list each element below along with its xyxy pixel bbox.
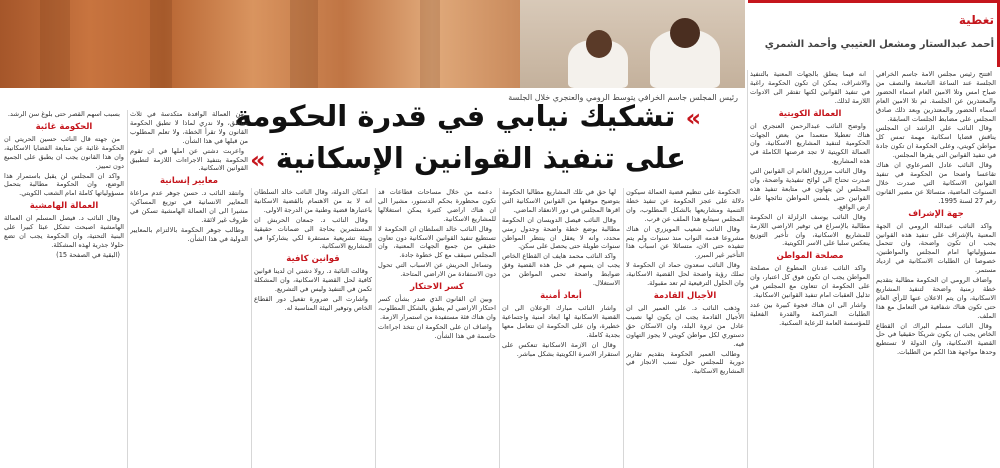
headline: [188, 96, 748, 186]
subheading: كسر الاحتكار: [410, 282, 464, 293]
headline-line-1: [188, 96, 748, 138]
article-paragraph: واكد النائب عبدالله الرومي ان الجهة المعنية بالإشراف على تنفيذ هذه القوانين يجب ان تكون واضحة، وان تتحمل مسؤولياتها امام المجلس والمواطنين، خصوصا ان الطلبات الاسكانية في ازدياد مستمر.: [876, 221, 996, 275]
article-paragraph: وقال النائب خالد السلطان ان الحكومة لا تستطيع تنفيذ القوانين الاسكانية دون تعاون حقيقي من جميع الجهات المعنية، وان المجلس سيقف مع كل خطوة جادة.: [378, 224, 496, 260]
article-paragraph: افتتح رئيس مجلس الامة جاسم الخرافي الجلسة عند الساعة التاسعة والنصف من صباح امس وتلا الامين العام اسماء الحضور والمعتذرين عن الجلسة. ثم تلا الامين العام اسماء الحضور والمعتذرين وبعد ذلك صادق المجلس على مضابط الجلسات السابقة.: [876, 70, 996, 123]
article-paragraph: بسبب اسهم القصر حتى بلوغ سن الرشد.: [7, 110, 120, 118]
article-paragraph: وقال النائب مسلم البراك ان القطاع الخاص يجب ان يكون شريكا حقيقيا في حل القضية الاسكانية، وان الدولة لا تستطيع وحدها مواجهة هذا الكم من الطلبات.: [876, 321, 996, 357]
article-column-1: [876, 70, 996, 468]
article-paragraph: وتساءل الحريش عن الاسباب التي تحول دون الاستفادة من الاراضي المتاحة.: [378, 261, 496, 279]
article-paragraph: (البقية في الصفحة 15): [56, 250, 120, 259]
column-rule: [127, 110, 128, 468]
article-paragraph: وقال ان الازمة الاسكانية تنعكس على استقرار الاسرة الكويتية بشكل مباشر.: [502, 340, 620, 358]
article-paragraph: وقال النائب مرزوق الغانم ان القوانين التي صدرت تحتاج الى لوائح تنفيذية واضحة، وان المجلس لن يتهاون في متابعة تنفيذ هذه القوانين حتى يلمس المواطن نتائجها على ارض الواقع.: [750, 167, 870, 211]
column-rule: [747, 70, 748, 468]
article-paragraph: دعمه من خلال مساحات قطاعات قد تكون محظورة بحكم الدستور، مشيرا الى ان هناك اراضي كثيرة يمكن استغلالها للمشاريع الاسكانية.: [378, 188, 496, 223]
article-paragraph: وقال النائب فيصل الدويسان ان الحكومة مطالبة بوضع خطة واضحة وجدول زمني محدد، وانه لا يعقل ان ينتظر المواطن سنوات طويلة حتى يحصل على سكن.: [502, 215, 620, 251]
article-paragraph: واوضح النائب عبدالرحمن العنجري ان هناك تعطيلا متعمدا من بعض الجهات الحكومية لتنفيذ المشاريع الاسكانية، وان العمالة الكويتية لا تجد فرصتها الكاملة في هذه المشاريع.: [750, 121, 870, 166]
article-paragraph: واكد النائب محمد هايف ان القطاع الخاص يجب ان يسهم في حل هذه القضية وفق ضوابط واضحة تحمي المواطن من الاستغلال.: [502, 252, 620, 288]
article-paragraph: وقال النائب سعدون حماد ان الحكومة لا تملك رؤية واضحة لحل القضية الاسكانية، وان الحلول الترقيعية لم تعد مقبولة.: [626, 261, 744, 288]
article-paragraph: وقال النائب شعيب المويزري ان هناك مشروعا قدمه النواب منذ سنوات ولم يتم تنفيذه حتى الان، متسائلا عن اسباب هذا التأخير غير المبرر.: [626, 224, 744, 260]
article-column-2: [750, 70, 870, 468]
article-paragraph: وقال النائب عادل الصرعاوي ان هناك تقاعسا واضحا من الحكومة في تنفيذ القوانين الاسكانية التي صدرت خلال السنوات الماضية، متسائلا عن مصير القانون رقم 27 لسنة 1995.: [876, 161, 996, 205]
article-column-7: [130, 110, 248, 468]
article-paragraph: الحكومة على تنظيم قضية العمالة سيكون دلالة على عجز الحكومة عن تنفيذ خطة التنمية ومشاريعها بالشكل المطلوب، وان المجلس سيتابع هذا الملف عن قرب.: [626, 188, 744, 223]
article-paragraph: وطالب جوهر الحكومة بالالتزام بالمعايير الدولية في هذا الشأن.: [130, 225, 248, 243]
article-paragraph: وانتقد النائب د. حسن جوهر عدم مراعاة المعايير الانسانية في توزيع المساكن، مشيرا الى ان العمالة الهامشية تسكن في ظروف غير لائقة.: [130, 189, 248, 225]
subheading: الحكومة غائبة: [35, 121, 93, 132]
article-paragraph: واضاف الرومي ان الحكومة مطالبة بتقديم خطة زمنية واضحة لتنفيذ المشاريع الاسكانية، وان يتم الاعلان عنها للرأي العام حتى تكون هناك شفافية في التعامل مع هذا الملف.: [876, 276, 996, 320]
column-rule: [623, 188, 624, 468]
article-paragraph: واعربت دشتي عن املها في ان تقوم الحكومة بتنفيذ الاجراءات اللازمة لتطبيق القوانين الاسكانية.: [130, 146, 248, 173]
subheading: العمالة الكويتية: [778, 108, 842, 119]
column-rule: [499, 188, 500, 468]
article-column-4: [502, 188, 620, 468]
column-rule: [873, 70, 874, 468]
article-column-6: [254, 188, 372, 468]
article-paragraph: واشار الى ان هناك فجوة كبيرة بين عدد الطلبات المتراكمة والقدرة الفعلية للمؤسسة العامة للرعاية السكنية.: [750, 300, 870, 327]
column-rule: [375, 188, 376, 468]
article-paragraph: وطالب العمير الحكومة بتقديم تقارير دورية للمجلس حول نسب الانجاز في المشاريع الاسكانية.: [626, 349, 744, 376]
article-paragraph: وقالت النائبة د. رولا دشتي ان لدينا قوانين كافية لحل القضية الاسكانية، وان المشكلة تكمن في التنفيذ وليس في التشريع.: [254, 267, 372, 294]
headline-text-1: تشكيك نيابي في قدرة الحكومة: [234, 99, 676, 133]
section-rubric: [748, 0, 1000, 64]
article-paragraph: وذهب النائب د. علي العمير الى ان الأجيال القادمة يجب ان يكون لها نصيب عادل من ثروة البلد، وان الاسكان حق دستوري لكل مواطن كويتي لا يجوز التهاون فيه.: [626, 303, 744, 348]
article-paragraph: واشار النائب مبارك الوعلان الى ان القضية الاسكانية لها ابعاد امنية واجتماعية خطيرة، وان على الحكومة ان تتعامل معها بجدية كاملة.: [502, 303, 620, 339]
article-paragraph: وقال النائب د. جمعان الحربش ان المستثمرين بحاجة الى ضمانات حقيقية وبيئة تشريعية مستقرة لكي يشاركوا في المشاريع الاسكانية.: [254, 215, 372, 251]
article-column-5: [378, 188, 496, 468]
subheading: قوانين كافية: [286, 254, 340, 265]
article-column-3: [626, 188, 744, 468]
article-paragraph: واكد النائب عدنان المطوع ان مصلحة المواطن يجب ان تكون فوق كل اعتبار، وان على الحكومة ان تتعاون مع المجلس في تذليل العقبات امام تنفيذ القوانين الاسكانية.: [750, 264, 870, 300]
article-paragraph: لها حق في تلك المشاريع مطالبا الحكومة بتوضيح موقفها من القوانين الاسكانية التي اقرها المجلس في دور الانعقاد الماضي.: [502, 188, 620, 214]
chevron-icon: »: [685, 104, 702, 132]
subheading: أبعاد أمنية: [540, 290, 582, 301]
subheading: جهة الإشراف: [908, 208, 964, 219]
article-paragraph: من العمالة الوافدة متكدسة في ثلاث مناطق، ولا ندري لماذا لا تطبق الحكومة القانون ولا تقرأ الخطة، ولا تعلم المطلوب من قبلها في هذا الشأن.: [130, 110, 248, 145]
column-rule: [251, 188, 252, 468]
article-paragraph: وبين ان القانون الذي صدر بشأن كسر احتكار الاراضي لم يطبق بالشكل المطلوب، وان هناك فئة مستفيدة من استمرار الازمة.: [378, 295, 496, 321]
chevron-icon: »: [250, 146, 266, 174]
headline-text-2: على تنفيذ القوانين الإسكانية: [275, 141, 686, 175]
byline: أحمد عبدالستار ومشعل العتيبي وأحمد الشمري: [764, 39, 994, 50]
article-paragraph: امكان الدولة، وقال النائب خالد السلطان انه لا بد من الاهتمام بالقضية الاسكانية باعتبارها قضية وطنية من الدرجة الاولى.: [254, 188, 372, 214]
subheading: مصلحة المواطن: [776, 251, 844, 262]
section-tag: تغطية: [958, 13, 994, 27]
photo-caption: رئيس المجلس جاسم الخرافي يتوسط الرومي والعنجري خلال الجلسة: [508, 93, 738, 102]
article-column-8: [4, 110, 124, 468]
subheading: العمالة الهامشية: [29, 201, 99, 212]
article-paragraph: وقال النائب علي الراشد ان المجلس يناقش قضايا اسكانية مهمة تمس كل مواطن كويتي، وعلى الحكومة ان تكون جادة في تنفيذ القوانين التي يقرها المجلس.: [876, 124, 996, 160]
headline-line-2: [188, 138, 748, 180]
article-paragraph: واضاف ان على الحكومة ان تتخذ اجراءات حاسمة في هذا الشأن.: [378, 322, 496, 340]
subheading: الأجيال القادمة: [653, 290, 717, 301]
article-paragraph: انه فيما يتعلق بالجهات المعنية بالتنفيذ والاشراف، يمكن ان تكون الحكومة راغبة في تنفيذ القوانين لكنها تفتقر الى الادوات اللازمة لذلك.: [750, 70, 870, 105]
session-photo: [0, 0, 745, 88]
article-paragraph: من جهته قال النائب حسين الحريتي ان الحكومة غائبة عن متابعة القضايا الاسكانية، وان هذا القانون يجب ان يطبق على الجميع دون تمييز.: [4, 134, 124, 170]
article-paragraph: وقال النائب يوسف الزلزلة ان الحكومة مطالبة بالإسراع في توفير الاراضي اللازمة للمشاريع الاسكانية، وان تأخير التوزيع ينعكس سلبا على الاسر الكويتية.: [750, 212, 870, 248]
article-paragraph: واشارت الى ضرورة تفعيل دور القطاع الخاص وتوفير البيئة المناسبة له.: [254, 295, 372, 312]
subheading: معايير إنسانية: [160, 176, 218, 187]
article-paragraph: واكد ان المجلس لن يقبل باستمرار هذا الوضع، وان الحكومة مطالبة بتحمل مسؤولياتها كاملة امام الشعب الكويتي.: [4, 171, 124, 198]
article-paragraph: وقال النائب د. فيصل المسلم ان العمالة الهامشية اصبحت تشكل عبئا كبيرا على البنية التحتية، وان الحكومة يجب ان تضع حلولا جذرية لهذه المشكلة.: [4, 214, 124, 249]
